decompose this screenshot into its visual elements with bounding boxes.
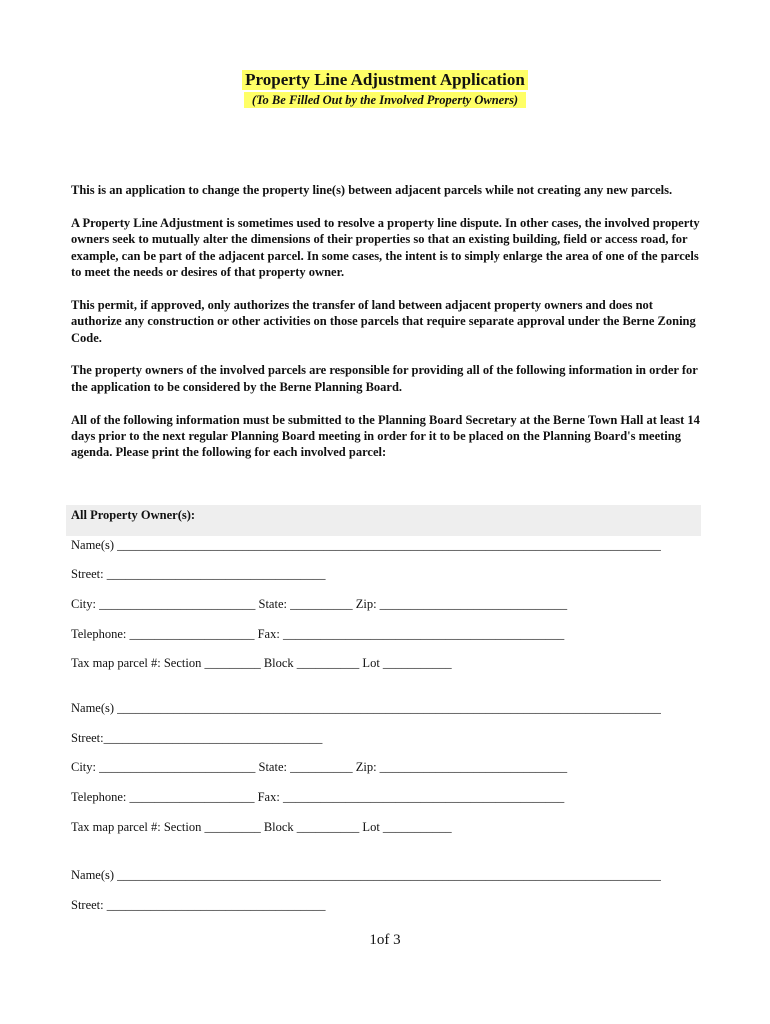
owner2-name-field[interactable]: Name(s) _______________________________________________________________________________________ xyxy=(71,701,661,715)
page-title: Property Line Adjustment Application xyxy=(242,70,528,90)
subtitle-container xyxy=(0,91,770,109)
paragraph-dispute: A Property Line Adjustment is sometimes used to resolve a property line dispute. In other cases, the involved property owners seek to mutually alter the dimensions of their properties so that an existing building, field or access road, for example, can be part of the adjacent parcel. In some cases, the intent is to simply enlarge the area of one of the parcels to meet the needs or desires of that property owner. xyxy=(71,215,700,280)
owner3-name-field[interactable]: Name(s) _______________________________________________________________________________________ xyxy=(71,868,661,882)
owner2-telephone-fax-field[interactable]: Telephone: ____________________ Fax: _____________________________________________ xyxy=(71,790,565,804)
intro-text xyxy=(71,182,701,477)
page-number: 1of 3 xyxy=(369,932,401,948)
paragraph-permit-scope: This permit, if approved, only authorizes the transfer of land between adjacent property owners and does not authorize any construction or other activities on those parcels that require separate approval under the Berne Zoning Code. xyxy=(71,297,696,345)
owner2-tax-map-field[interactable]: Tax map parcel #: Section _________ Block __________ Lot ___________ xyxy=(71,820,452,834)
title-container xyxy=(0,70,770,90)
owner1-telephone-fax-field[interactable]: Telephone: ____________________ Fax: _____________________________________________ xyxy=(71,627,565,641)
owner1-street-field[interactable]: Street: ___________________________________ xyxy=(71,567,326,581)
owner2-city-state-zip-field[interactable]: City: _________________________ State: __________ Zip: ______________________________ xyxy=(71,760,568,774)
owner3-street-field[interactable]: Street: ___________________________________ xyxy=(71,898,326,912)
section-header-label: All Property Owner(s): xyxy=(71,508,196,522)
owner1-tax-map-field[interactable]: Tax map parcel #: Section _________ Block __________ Lot ___________ xyxy=(71,656,452,670)
paragraph-responsibility: The property owners of the involved parcels are responsible for providing all of the following information in order for the application to be considered by the Berne Planning Board. xyxy=(71,363,698,394)
page-subtitle: (To Be Filled Out by the Involved Property Owners) xyxy=(244,92,526,108)
section-header-owners xyxy=(66,505,701,536)
paragraph-submission: All of the following information must be submitted to the Planning Board Secretary at the Berne Town Hall at least 14 days prior to the next regular Planning Board meeting in order for it to be placed on the Planning Board's meeting agenda. Please print the following for each involved parcel: xyxy=(71,412,700,460)
owner1-city-state-zip-field[interactable]: City: _________________________ State: __________ Zip: ______________________________ xyxy=(71,597,568,611)
owner2-street-field[interactable]: Street:___________________________________ xyxy=(71,731,323,745)
owner1-name-field[interactable]: Name(s) _______________________________________________________________________________________ xyxy=(71,538,661,552)
paragraph-purpose: This is an application to change the property line(s) between adjacent parcels while not creating any new parcels. xyxy=(71,183,673,197)
